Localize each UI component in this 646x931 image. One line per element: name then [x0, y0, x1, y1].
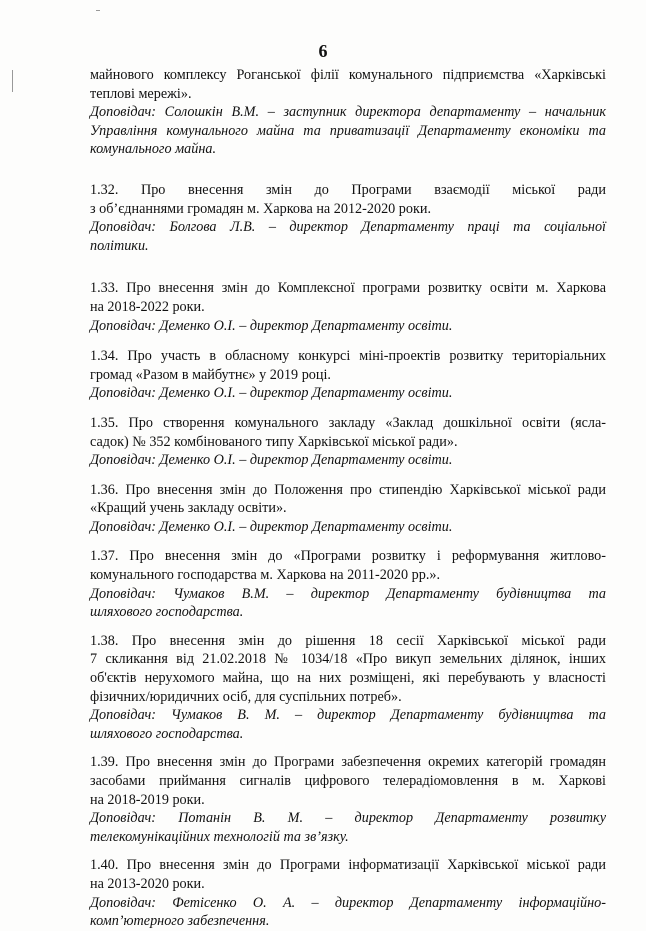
item-text-line: «Кращий учень закладу освіти». [90, 500, 287, 517]
item-text-line: комунального господарства м. Харкова на 2011-2020 рр.». [90, 567, 441, 584]
agenda-item [90, 753, 606, 846]
agenda-item [90, 279, 606, 335]
item-text-line: 1.32. Про внесення змін до Програми взаємодії міської ради [90, 181, 606, 198]
agenda-item [90, 856, 606, 930]
item-text-line: з об’єднаннями громадян м. Харкова на 2012-2020 роки. [90, 200, 432, 217]
item-text-line: 1.37. Про внесення змін до «Програми розвитку і реформування житлово- [90, 548, 606, 565]
agenda-items [90, 181, 606, 931]
speaker-line: Доповідач: Чумаков В. М. – директор Департаменту будівництва та [90, 707, 606, 724]
agenda-item-intro [90, 66, 606, 159]
speaker-line: політики. [90, 237, 149, 254]
item-text-line: садок) № 352 комбінованого типу Харківської міської ради». [90, 433, 458, 450]
item-text-line: об'єктів нерухомого майна, що на них розміщені, які перебувають у власності [90, 670, 606, 687]
item-text-line: на 2013-2020 роки. [90, 875, 205, 892]
agenda-item [90, 632, 606, 744]
speaker-line: Доповідач: Болгова Л.В. – директор Департаменту праці та соціальної [90, 219, 606, 236]
item-text-line: 1.38. Про внесення змін до рішення 18 сесії Харківської міської ради [90, 632, 606, 649]
item-text-line: засобами приймання сигналів цифрового телерадіомовлення в м. Харкові [90, 773, 606, 789]
item-text-line: на 2018-2019 роки. [90, 791, 205, 808]
speaker-line: Доповідач: Деменко О.І. – директор Департаменту освіти. [90, 385, 453, 402]
speaker-line: Доповідач: Деменко О.І. – директор Департаменту освіти. [90, 452, 453, 469]
item-text-line: 1.35. Про створення комунального закладу «Заклад дошкільної освіти (ясла- [90, 414, 606, 431]
item-text-line: фізичних/юридичних осіб, для суспільних потреб». [90, 688, 402, 705]
item-text-line: 1.34. Про участь в обласному конкурсі міні-проектів розвитку територіальних [90, 348, 606, 365]
item-text-line: 1.40. Про внесення змін до Програми інформатизації Харківської міської ради [90, 857, 606, 874]
item-text-line: на 2018-2022 роки. [90, 298, 205, 315]
speaker-line: комп’ютерного забезпечення. [90, 913, 270, 930]
speaker-line: шляхового господарства. [90, 604, 244, 621]
speaker-line: комунального майна. [90, 141, 217, 158]
speaker-line: Доповідач: Солошкін В.М. – заступник директора департаменту – начальник [90, 104, 606, 121]
item-text-line: теплові мережі». [90, 85, 192, 102]
speaker-line: телекомунікаційних технологій та зв’язку. [90, 828, 349, 845]
speaker-line: Доповідач: Фетісенко О. А. – директор Департаменту інформаційно- [90, 894, 606, 911]
item-text-line: 7 скликання від 21.02.2018 № 1034/18 «Про викуп земельних ділянок, інших [90, 651, 606, 668]
item-text-line: майнового комплексу Роганської філії комунального підприємства «Харківські [90, 67, 606, 83]
agenda-item [90, 481, 606, 537]
speaker-line: Доповідач: Деменко О.І. – директор Департаменту освіти. [90, 317, 453, 334]
agenda-item [90, 414, 606, 470]
scan-speck [96, 10, 100, 11]
item-text-line: 1.39. Про внесення змін до Програми забезпечення окремих категорій громадян [90, 754, 606, 771]
agenda-item [90, 347, 606, 403]
agenda-item [90, 181, 606, 255]
item-text-line: громад «Разом в майбутнє» у 2019 році. [90, 366, 331, 383]
page-number: 6 [318, 41, 328, 61]
scan-speck [12, 70, 13, 92]
speaker-line: Доповідач: Чумаков В.М. – директор Департаменту будівництва та [90, 585, 606, 602]
item-text-line: 1.36. Про внесення змін до Положення про стипендію Харківської міської ради [90, 481, 606, 498]
speaker-line: Доповідач: Деменко О.І. – директор Департаменту освіти. [90, 518, 453, 535]
item-text-line: 1.33. Про внесення змін до Комплексної програми розвитку освіти м. Харкова [90, 280, 606, 297]
speaker-line: Управління комунального майна та приватизації Департаменту економіки та [90, 122, 606, 139]
agenda-item [90, 547, 606, 621]
speaker-line: Доповідач: Потанін В. М. – директор Департаменту розвитку [90, 810, 606, 827]
agenda-content [90, 66, 606, 931]
speaker-line: шляхового господарства. [90, 725, 244, 742]
